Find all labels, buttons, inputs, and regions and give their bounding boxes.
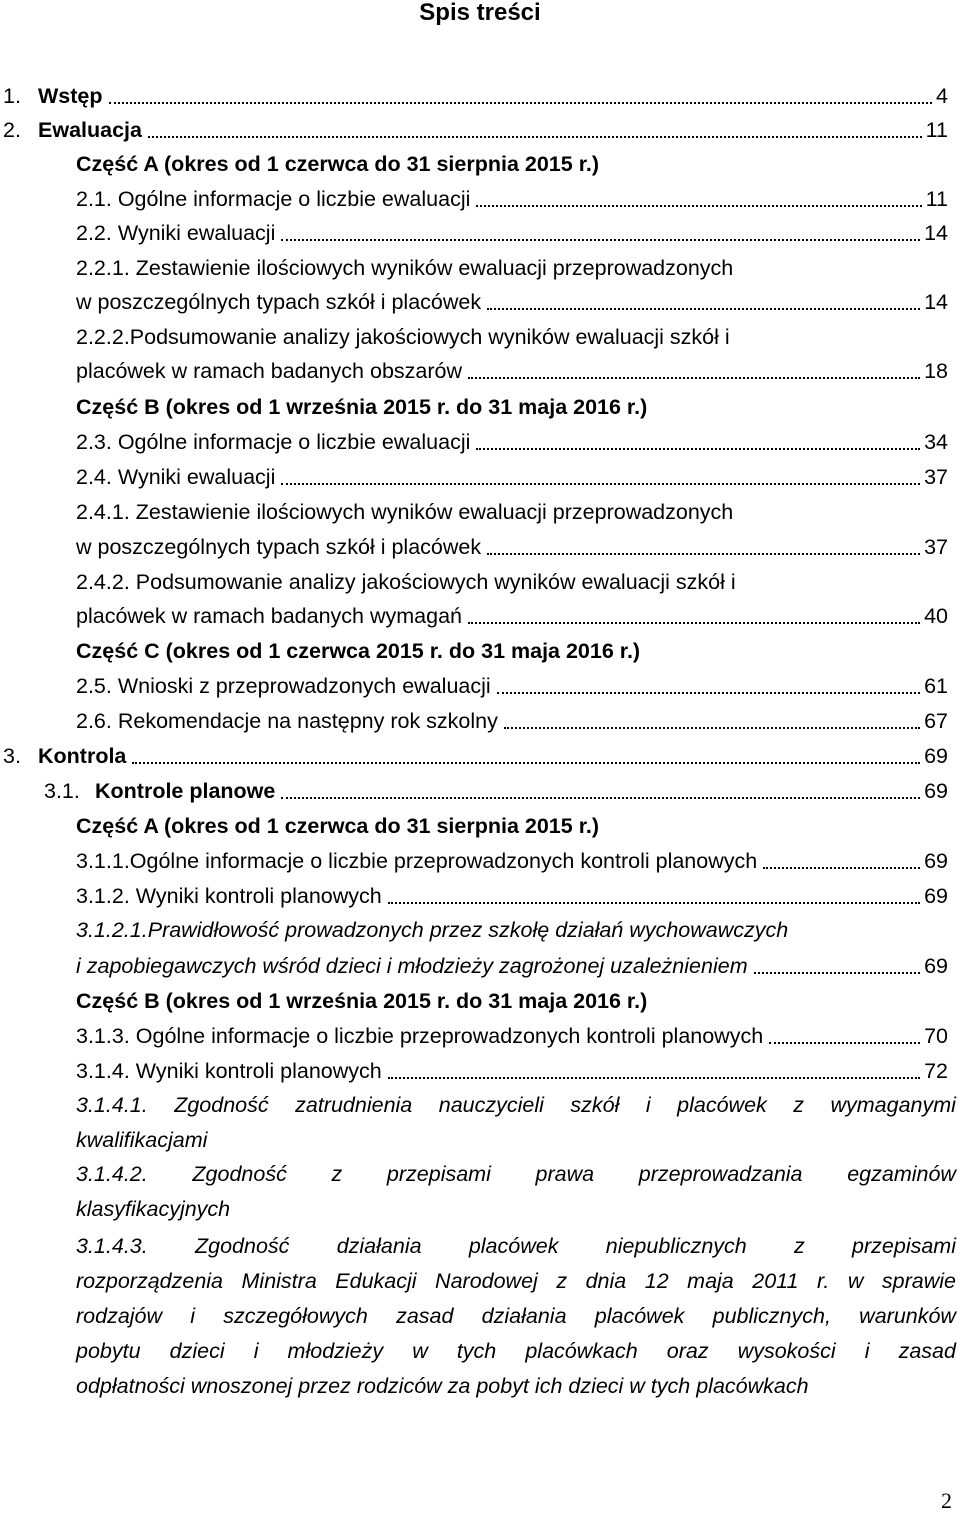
toc-entry-title: 3.1.3. Ogólne informacje o liczbie przeprowadzonych kontroli planowych bbox=[76, 1024, 764, 1048]
toc-entry[interactable] bbox=[76, 705, 948, 737]
toc-entry-title: 2.1. Ogólne informacje o liczbie ewaluacji bbox=[76, 187, 471, 211]
toc-page-number: 70 bbox=[924, 1024, 948, 1048]
toc-word: 3.1.4.3. bbox=[76, 1234, 148, 1258]
toc-entry-title: 3.1.2. Wyniki kontroli planowych bbox=[76, 884, 382, 908]
toc-entry-title: Ewaluacja bbox=[38, 118, 142, 142]
toc-entry-title: 2.2.1. Zestawienie ilościowych wyników ewaluacji przeprowadzonych bbox=[76, 256, 734, 280]
toc-page-number: 69 bbox=[924, 744, 948, 768]
dot-leader bbox=[504, 727, 920, 729]
toc-word: publicznych, bbox=[712, 1304, 831, 1328]
toc-page-number: 67 bbox=[924, 709, 948, 733]
toc-word: egzaminów bbox=[847, 1162, 956, 1186]
toc-word: placówkach bbox=[525, 1339, 638, 1363]
dot-leader bbox=[476, 205, 921, 207]
toc-word: Edukacji bbox=[335, 1269, 417, 1293]
toc-entry[interactable] bbox=[76, 566, 948, 598]
toc-page-number: 40 bbox=[924, 604, 948, 628]
toc-word: i bbox=[645, 1093, 651, 1117]
toc-word: z bbox=[794, 1234, 805, 1258]
toc-word: Narodowej bbox=[435, 1269, 538, 1293]
page-title: Spis treści bbox=[419, 0, 541, 26]
toc-word: maja bbox=[687, 1269, 734, 1293]
toc-entry[interactable] bbox=[76, 670, 948, 702]
toc-word: i bbox=[253, 1339, 259, 1363]
toc-page-number: 4 bbox=[936, 84, 948, 108]
page-number: 2 bbox=[941, 1488, 952, 1513]
toc-word: rodzajów bbox=[76, 1304, 163, 1328]
toc-entry[interactable] bbox=[76, 950, 948, 982]
toc-entry-title: 2.4.1. Zestawienie ilościowych wyników ewaluacji przeprowadzonych bbox=[76, 500, 734, 524]
dot-leader bbox=[281, 239, 920, 241]
toc-word: z bbox=[556, 1269, 568, 1293]
toc-entry[interactable] bbox=[76, 531, 948, 563]
toc-entry-title: 3.1.4. Wyniki kontroli planowych bbox=[76, 1059, 382, 1083]
toc-word: wymaganymi bbox=[830, 1093, 956, 1117]
toc-entry[interactable] bbox=[76, 461, 948, 493]
dot-leader bbox=[281, 483, 920, 485]
toc-entry-title: 2.4.2. Podsumowanie analizy jakościowych wyników ewaluacji szkół i bbox=[76, 570, 736, 594]
toc-entry-title: Wstęp bbox=[38, 84, 103, 108]
toc-word: Zgodność bbox=[174, 1093, 269, 1117]
toc-entry[interactable] bbox=[76, 600, 948, 632]
toc-page-number: 69 bbox=[924, 779, 948, 803]
toc-page-number: 14 bbox=[924, 290, 948, 314]
toc-entry-title: 3.1.2.1.Prawidłowość prowadzonych przez szkołę działań wychowawczych bbox=[76, 918, 789, 942]
toc-page-number: 37 bbox=[924, 465, 948, 489]
dot-leader bbox=[388, 1077, 920, 1079]
toc-word: młodzieży bbox=[287, 1339, 384, 1363]
toc-word: w bbox=[847, 1269, 864, 1293]
dot-leader bbox=[468, 622, 920, 624]
toc-page-number: 72 bbox=[924, 1059, 948, 1083]
toc-word: placówek bbox=[677, 1093, 767, 1117]
toc-entry bbox=[76, 985, 948, 1017]
toc-entry-3-1-4-3-line2[interactable] bbox=[76, 1265, 956, 1297]
dot-leader bbox=[109, 102, 933, 104]
toc-word: tych bbox=[456, 1339, 497, 1363]
toc-entry-title: 3.1.1.Ogólne informacje o liczbie przeprowadzonych kontroli planowych bbox=[76, 849, 758, 873]
toc-word: zasad bbox=[396, 1304, 454, 1328]
toc-word: z bbox=[331, 1162, 343, 1186]
toc-entry-title: 2.2. Wyniki ewaluacji bbox=[76, 221, 276, 245]
toc-word: 12 bbox=[644, 1269, 669, 1293]
toc-word: pobytu bbox=[76, 1339, 141, 1363]
section-heading: Część C (okres od 1 czerwca 2015 r. do 31 maja 2016 r.) bbox=[76, 639, 641, 663]
toc-word: Zgodność bbox=[195, 1234, 290, 1258]
dot-leader bbox=[763, 867, 920, 869]
toc-entry-title: 2.3. Ogólne informacje o liczbie ewaluacji bbox=[76, 430, 471, 454]
toc-entry[interactable] bbox=[76, 355, 948, 387]
toc-page-number: 69 bbox=[924, 849, 948, 873]
toc-entry-3-1-4-1-cont[interactable]: kwalifikacjami bbox=[76, 1128, 208, 1152]
toc-word: działania bbox=[336, 1234, 422, 1258]
section-heading: Część B (okres od 1 września 2015 r. do 31 maja 2016 r.) bbox=[76, 395, 648, 419]
toc-entry-title: 2.6. Rekomendacje na następny rok szkolny bbox=[76, 709, 498, 733]
toc-entry-number: 1. bbox=[3, 84, 21, 108]
toc-page-number: 11 bbox=[925, 118, 948, 142]
toc-entry[interactable] bbox=[76, 426, 948, 458]
toc-word: rozporządzenia bbox=[76, 1269, 224, 1293]
toc-word: i bbox=[864, 1339, 870, 1363]
toc-word: niepublicznych bbox=[605, 1234, 747, 1258]
toc-page-number: 61 bbox=[924, 674, 948, 698]
toc-entry[interactable] bbox=[76, 1020, 948, 1052]
toc-entry[interactable] bbox=[76, 321, 948, 353]
section-heading: Część B (okres od 1 września 2015 r. do 31 maja 2016 r.) bbox=[76, 989, 648, 1013]
toc-page-number: 69 bbox=[924, 884, 948, 908]
toc-entry-title: 2.4. Wyniki ewaluacji bbox=[76, 465, 276, 489]
toc-entry bbox=[76, 810, 948, 842]
dot-leader bbox=[388, 902, 920, 904]
toc-word: przeprowadzania bbox=[638, 1162, 803, 1186]
section-heading: Część A (okres od 1 czerwca do 31 sierpnia 2015 r.) bbox=[76, 152, 600, 176]
toc-page-number: 34 bbox=[924, 430, 948, 454]
toc-entry bbox=[76, 148, 948, 180]
toc-word: nauczycieli bbox=[438, 1093, 544, 1117]
toc-entry[interactable] bbox=[76, 183, 948, 215]
toc-word: 3.1.4.2. bbox=[76, 1162, 148, 1186]
toc-page-number: 14 bbox=[924, 221, 948, 245]
dot-leader bbox=[468, 377, 920, 379]
toc-page-number: 37 bbox=[924, 535, 948, 559]
toc-word: 3.1.4.1. bbox=[76, 1093, 148, 1117]
toc-entry-title: 2.2.2.Podsumowanie analizy jakościowych wyników ewaluacji szkół i bbox=[76, 325, 730, 349]
toc-entry-title: Kontrola bbox=[38, 744, 127, 768]
toc-entry bbox=[76, 391, 948, 423]
toc-word: placówek bbox=[468, 1234, 559, 1258]
toc-entry-title: placówek w ramach badanych wymagań bbox=[76, 604, 463, 628]
toc-word: zatrudnienia bbox=[295, 1093, 413, 1117]
toc-entry-3-1-4-3-end[interactable]: odpłatności wnoszonej przez rodziców za pobyt ich dzieci w tych placówkach bbox=[76, 1374, 809, 1398]
toc-entry[interactable] bbox=[76, 252, 948, 284]
toc-entry[interactable] bbox=[0, 114, 948, 146]
toc-word: przepisami bbox=[852, 1234, 956, 1258]
toc-entry-3-1-4-2-cont[interactable]: klasyfikacyjnych bbox=[76, 1197, 231, 1221]
toc-word: oraz bbox=[666, 1339, 709, 1363]
toc-entry-number: 3. bbox=[3, 744, 21, 768]
toc-word: zasad bbox=[898, 1339, 956, 1363]
toc-entry[interactable] bbox=[0, 740, 948, 772]
toc-word: prawa bbox=[535, 1162, 595, 1186]
toc-word: sprawie bbox=[881, 1269, 956, 1293]
toc-entry-title: Kontrole planowe bbox=[95, 779, 276, 803]
toc-entry[interactable] bbox=[76, 286, 948, 318]
toc-word: placówek bbox=[594, 1304, 685, 1328]
dot-leader bbox=[497, 692, 920, 694]
toc-entry-number: 2. bbox=[3, 118, 21, 142]
toc-word: szkół bbox=[570, 1093, 620, 1117]
toc-word: działania bbox=[481, 1304, 567, 1328]
toc-page-number: 11 bbox=[925, 187, 948, 211]
toc-entry[interactable] bbox=[76, 496, 948, 528]
toc-entry[interactable] bbox=[76, 880, 948, 912]
toc-word: dnia bbox=[585, 1269, 627, 1293]
toc-word: w bbox=[412, 1339, 428, 1363]
toc-word: dzieci bbox=[169, 1339, 225, 1363]
toc-word: i bbox=[190, 1304, 196, 1328]
toc-page-number: 69 bbox=[924, 954, 948, 978]
dot-leader bbox=[487, 308, 920, 310]
toc-word: przepisami bbox=[386, 1162, 491, 1186]
toc-entry bbox=[76, 635, 948, 667]
toc-word: wysokości bbox=[737, 1339, 836, 1363]
dot-leader bbox=[148, 136, 922, 138]
toc-entry-3-1-4-3-line4[interactable] bbox=[76, 1335, 956, 1367]
toc-entry-title: w poszczególnych typach szkół i placówek bbox=[76, 290, 482, 314]
toc-word: 2011 bbox=[752, 1269, 799, 1293]
toc-entry[interactable] bbox=[76, 845, 948, 877]
dot-leader bbox=[132, 762, 920, 764]
toc-entry-3-1-4-3-line3[interactable] bbox=[76, 1300, 956, 1332]
dot-leader bbox=[769, 1042, 920, 1044]
toc-word: szczegółowych bbox=[223, 1304, 368, 1328]
toc-entry[interactable] bbox=[76, 914, 948, 946]
toc-entry[interactable] bbox=[0, 80, 948, 112]
toc-entry-number: 3.1. bbox=[44, 779, 80, 803]
toc-word: warunków bbox=[859, 1304, 956, 1328]
toc-word: Zgodność bbox=[192, 1162, 287, 1186]
section-heading: Część A (okres od 1 czerwca do 31 sierpnia 2015 r.) bbox=[76, 814, 600, 838]
toc-entry[interactable] bbox=[0, 775, 948, 807]
dot-leader bbox=[476, 448, 920, 450]
toc-entry-3-1-4-1[interactable] bbox=[76, 1089, 956, 1121]
toc-word: r. bbox=[817, 1269, 830, 1293]
dot-leader bbox=[487, 553, 920, 555]
dot-leader bbox=[754, 972, 920, 974]
toc-page-number: 18 bbox=[924, 359, 948, 383]
toc-word: z bbox=[793, 1093, 805, 1117]
toc-entry-title: i zapobiegawczych wśród dzieci i młodzieży zagrożonej uzależnieniem bbox=[76, 954, 748, 978]
toc-entry-title: 2.5. Wnioski z przeprowadzonych ewaluacji bbox=[76, 674, 491, 698]
toc-entry[interactable] bbox=[76, 1055, 948, 1087]
toc-entry-3-1-4-2[interactable] bbox=[76, 1158, 956, 1190]
toc-entry-title: placówek w ramach badanych obszarów bbox=[76, 359, 463, 383]
toc-entry-title: w poszczególnych typach szkół i placówek bbox=[76, 535, 482, 559]
toc-entry-3-1-4-3-line1[interactable] bbox=[76, 1230, 956, 1262]
toc-entry[interactable] bbox=[76, 217, 948, 249]
dot-leader bbox=[281, 797, 920, 799]
toc-word: Ministra bbox=[241, 1269, 317, 1293]
